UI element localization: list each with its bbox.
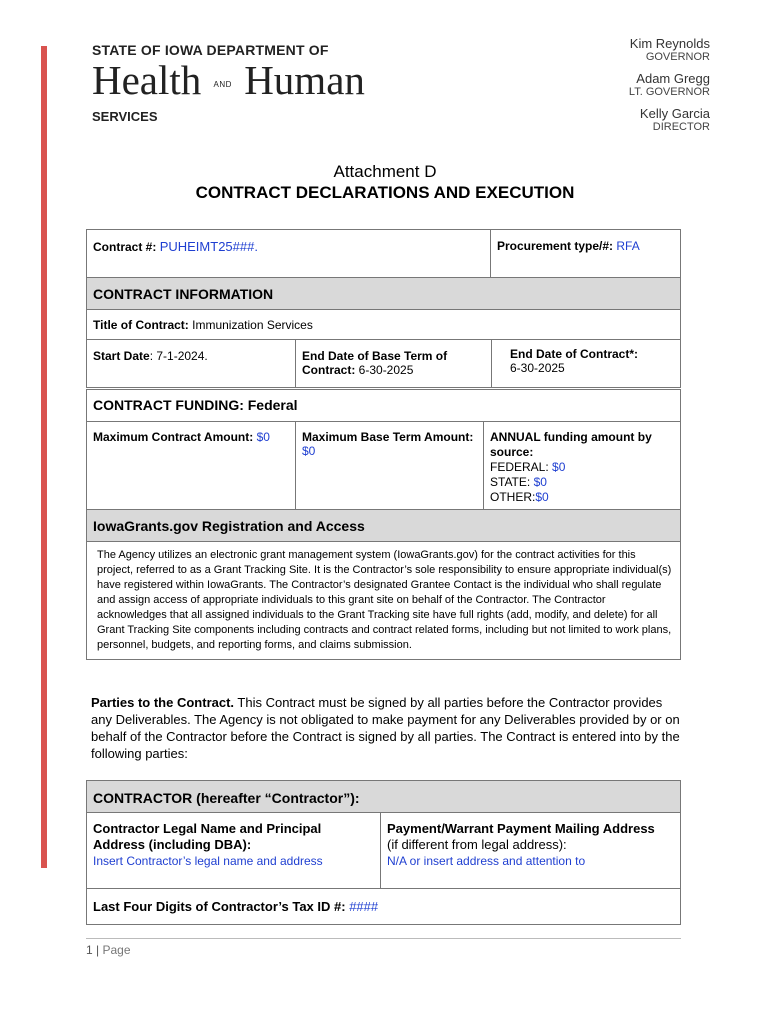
start-date-cell [87,340,296,388]
end-contract-value: 6-30-2025 [510,361,565,375]
payment-address-sub: (if different from legal address): [387,837,567,852]
end-base-cell [296,340,492,388]
annual-funding-label: ANNUAL funding amount by source: [490,430,652,459]
official-role: LT. GOVERNOR [628,86,710,98]
max-base-cell [296,422,484,511]
title-of-contract-cell [87,310,681,340]
page-separator: | [92,943,103,957]
legal-name-label: Contractor Legal Name and Principal Address (including DBA): [93,821,322,852]
logo-human: Human [244,57,365,103]
document-title [0,161,770,203]
state-value: $0 [533,475,547,489]
contract-number-cell [87,230,491,278]
contract-number-table [86,229,681,278]
logo-and: AND [213,79,232,89]
other-line [490,490,674,505]
official-role: DIRECTOR [652,121,710,133]
procurement-cell [491,230,681,278]
title-of-contract-label: Title of Contract: [93,318,193,332]
official-name: Kim Reynolds [629,36,710,51]
federal-label: FEDERAL: [490,460,553,474]
parties-bold: Parties to the Contract. [91,695,235,710]
official-name: Adam Gregg [636,71,710,86]
logo-health: Health [92,57,202,103]
parties-text: This Contract must be signed by all parties before the Contractor provides any Deliverables. The Agency is not obligated to make payment for any Deliverables provided by or on behalf of the Contractor before the Contract is signed by all parties. The Contract is entered into by the following parties: [91,695,680,761]
end-base-label: End Date of Base Term of Contract: [302,349,448,377]
officials-list [629,36,710,141]
contract-info-table [86,277,681,388]
end-contract-label: End Date of Contract*: [510,347,639,361]
max-amount-label: Maximum Contract Amount: [93,430,257,444]
official-name: Kelly Garcia [639,106,710,121]
contractor-table [86,780,681,925]
official-role: GOVERNOR [645,51,710,63]
end-contract-cell [492,340,681,388]
tax-id-value: #### [349,899,379,914]
max-amount-cell [87,422,296,511]
title-line-2: CONTRACT DECLARATIONS AND EXECUTION [195,183,575,202]
state-label: STATE: [490,475,534,489]
title-of-contract-value: Immunization Services [192,318,313,332]
agency-logo [92,42,365,124]
end-base-value: 6-30-2025 [358,363,414,377]
legal-name-value: Insert Contractor’s legal name and address [93,854,323,868]
max-base-label: Maximum Base Term Amount: [302,430,474,444]
contract-info-heading: CONTRACT INFORMATION [87,278,681,310]
iowagrants-heading: IowaGrants.gov Registration and Access [87,510,681,542]
annual-funding-cell [484,422,681,511]
contract-number-value: PUHEIMT25###. [159,239,258,254]
payment-address-value: N/A or insert address and attention to [387,854,586,868]
max-amount-value: $0 [256,430,270,444]
contract-number-label: Contract #: [93,240,160,254]
federal-value: $0 [552,460,566,474]
contract-funding-heading: CONTRACT FUNDING: Federal [87,390,681,422]
start-date-value: : 7-1-2024. [149,349,208,363]
tax-id-cell [87,889,681,925]
page-word: Page [102,943,131,957]
legal-name-cell [87,813,381,889]
page-number: 1 [86,943,93,957]
procurement-label: Procurement type/#: [497,239,617,253]
title-line-1: Attachment D [333,162,437,181]
start-date-label: Start Date [93,349,150,363]
logo-line-2 [92,57,365,105]
procurement-value: RFA [616,239,640,253]
max-base-value: $0 [302,444,316,458]
contract-funding-table [86,389,681,511]
iowagrants-text: The Agency utilizes an electronic grant management system (IowaGrants.gov) for the contract activities for this project, referred to as a Grant Tracking Site. It is the Contractor’s sole responsibility to ensure appropriate individual(s) have registered within IowaGrants. The Contractor’s designated Grantee Contact is the individual who shall regulate and assign access of appropriate individuals to this grant site on behalf of the Contractor. The Contractor acknowledges that all assigned individuals to the Grant Tracking site have full rights (add, modify, and delete) for all Grant Tracking Site components including contracts and contract related forms, including but not limited to work plans, personnel, budgets, and reporting forms, and claims submission. [87,542,681,660]
tax-id-label: Last Four Digits of Contractor’s Tax ID #: [93,899,350,914]
page-footer [86,938,681,957]
contractor-heading: CONTRACTOR (hereafter “Contractor”): [87,781,681,813]
payment-address-cell [381,813,681,889]
iowagrants-table [86,509,681,660]
parties-paragraph [91,694,681,762]
state-line [490,475,674,490]
federal-line [490,460,674,475]
logo-line-1: STATE OF IOWA DEPARTMENT OF [92,42,329,58]
payment-address-label: Payment/Warrant Payment Mailing Address [387,821,655,836]
logo-line-3: SERVICES [92,108,158,124]
other-value: $0 [535,490,549,504]
other-label: OTHER: [490,490,536,504]
